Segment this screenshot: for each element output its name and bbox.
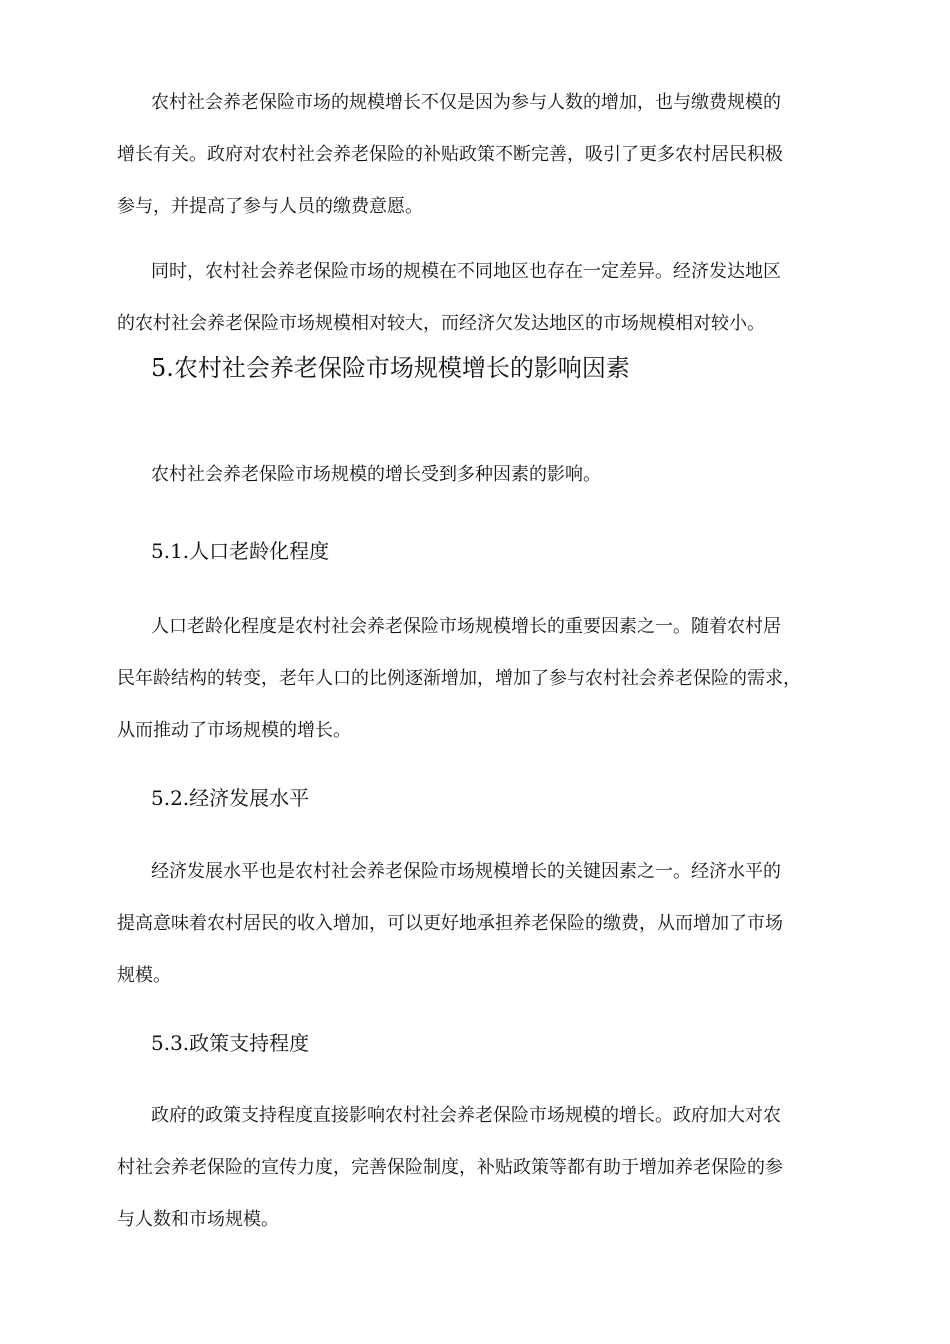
text-line: 规模。 [117, 965, 171, 986]
text-line: 农村社会养老保险市场规模的增长受到多种因素的影响。 [151, 464, 601, 485]
section-5-2-heading: 5.2.经济发展水平 [151, 786, 310, 810]
text-line: 人口老龄化程度是农村社会养老保险市场规模增长的重要因素之一。随着农村居 [151, 616, 781, 637]
paragraph-regional-difference [117, 246, 829, 350]
text-line: 农村社会养老保险市场的规模增长不仅是因为参与人数的增加，也与缴费规模的 [151, 92, 781, 113]
text-line: 的农村社会养老保险市场规模相对较大，而经济欠发达地区的市场规模相对较小。 [117, 313, 765, 334]
text-line: 提高意味着农村居民的收入增加，可以更好地承担养老保险的缴费，从而增加了市场 [117, 913, 783, 934]
text-line: 政府的政策支持程度直接影响农村社会养老保险市场规模的增长。政府加大对农 [151, 1105, 781, 1126]
section-5-1-paragraph [117, 601, 829, 757]
section-5-3-heading: 5.3.政策支持程度 [151, 1031, 310, 1055]
text-line: 增长有关。政府对农村社会养老保险的补贴政策不断完善，吸引了更多农村居民积极 [117, 144, 783, 165]
section-5-intro [117, 449, 829, 501]
text-line: 与人数和市场规模。 [117, 1209, 279, 1230]
section-5-1-heading: 5.1.人口老龄化程度 [151, 539, 330, 563]
text-line: 同时，农村社会养老保险市场的规模在不同地区也存在一定差异。经济发达地区 [151, 261, 781, 282]
section-5-heading: 5.农村社会养老保险市场规模增长的影响因素 [151, 354, 630, 382]
text-line: 民年龄结构的转变，老年人口的比例逐渐增加，增加了参与农村社会养老保险的需求， [117, 668, 801, 689]
section-5-2-paragraph [117, 846, 829, 1002]
text-line: 经济发展水平也是农村社会养老保险市场规模增长的关键因素之一。经济水平的 [151, 861, 781, 882]
section-5-3-paragraph [117, 1090, 829, 1246]
text-line: 村社会养老保险的宣传力度，完善保险制度，补贴政策等都有助于增加养老保险的参 [117, 1157, 783, 1178]
text-line: 参与，并提高了参与人员的缴费意愿。 [117, 196, 423, 217]
text-line: 从而推动了市场规模的增长。 [117, 720, 351, 741]
paragraph-market-growth [117, 77, 829, 233]
